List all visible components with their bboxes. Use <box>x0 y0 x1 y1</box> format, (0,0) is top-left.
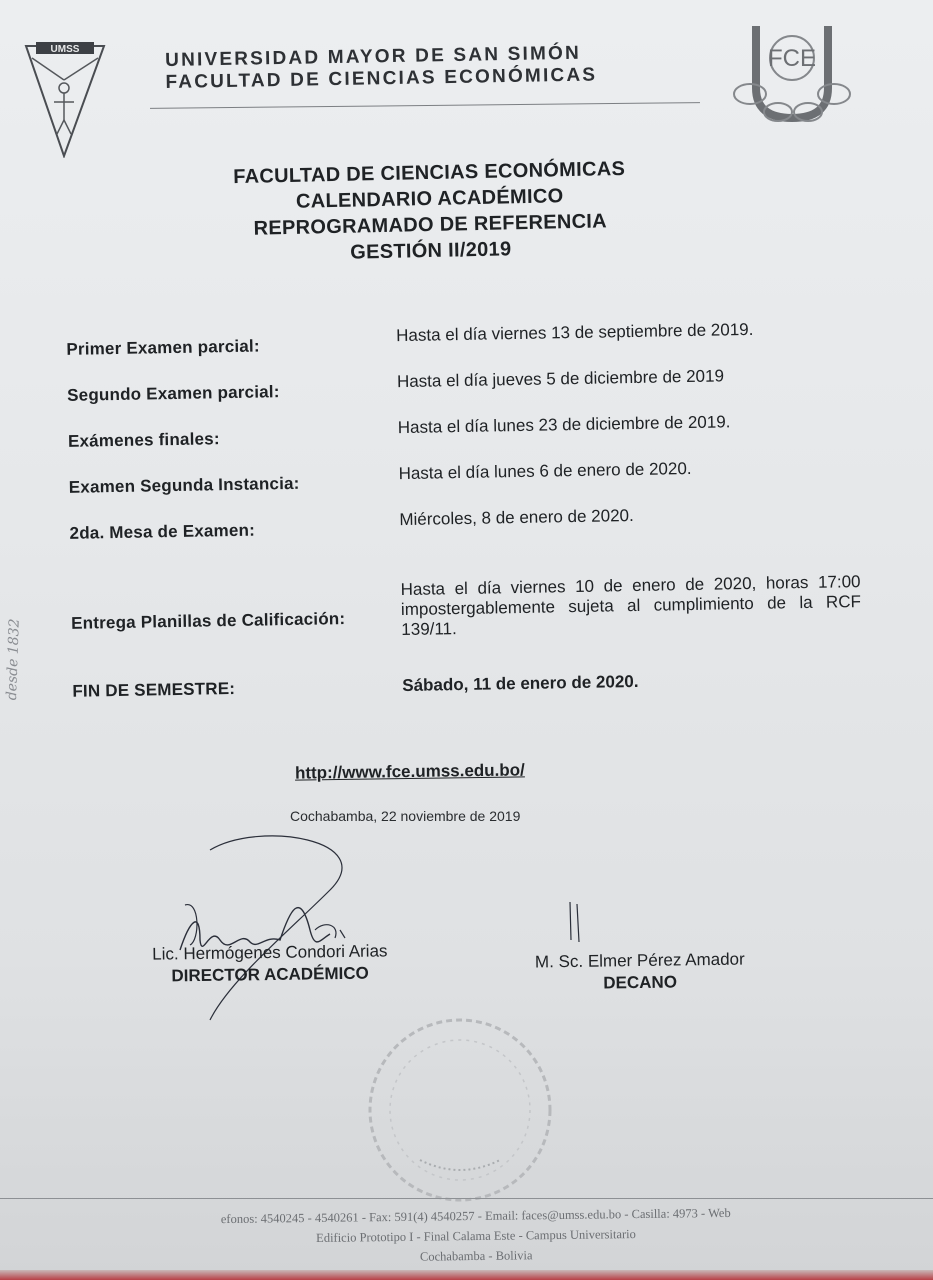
footer-contact: efonos: 4540245 - 4540261 - Fax: 591(4) 4540257 - Email: faces@umss.edu.bo - Casilla: 4973 - Web <box>220 1205 731 1227</box>
footer <box>0 1200 933 1272</box>
faculty-name: FACULTAD DE CIENCIAS ECONÓMICAS <box>165 64 598 93</box>
title-line-1: FACULTAD DE CIENCIAS ECONÓMICAS <box>233 157 626 189</box>
logo-left-text: UMSS <box>50 44 80 55</box>
schedule-row-fin-semestre <box>64 660 865 724</box>
schedule-value: Hasta el día viernes 13 de septiembre de 2019. <box>396 319 754 346</box>
schedule-value: Hasta el día lunes 6 de enero de 2020. <box>398 458 692 484</box>
signatory-name: M. Sc. Elmer Pérez Amador <box>534 949 745 972</box>
schedule-value: Miércoles, 8 de enero de 2020. <box>399 505 634 530</box>
seal-stamp-icon <box>360 1010 560 1210</box>
signatory-name: Lic. Hermógenes Condori Arias <box>152 941 388 964</box>
footer-address: Edificio Prototipo I - Final Calama Este - Campus Universitario <box>316 1227 636 1245</box>
schedule-label: Segundo Examen parcial: <box>67 382 280 405</box>
logo-right-text: FCE <box>768 45 816 72</box>
margin-note: desde 1832 <box>4 618 23 701</box>
schedule-label: Primer Examen parcial: <box>66 336 260 359</box>
schedule-label: Exámenes finales: <box>67 429 220 451</box>
university-header <box>165 41 686 94</box>
document-title <box>179 155 681 269</box>
schedule-label: Entrega Planillas de Calificación: <box>70 609 346 633</box>
signatory-dean <box>500 948 781 996</box>
schedule-value: Hasta el día viernes 10 de enero de 2020, horas 17:00 impostergablemente sujeta al cumplimiento de la RCF 139/11. <box>400 572 862 640</box>
schedule-label: 2da. Mesa de Examen: <box>69 520 256 543</box>
signatory-role: DECANO <box>603 972 678 993</box>
title-line-2: CALENDARIO ACADÉMICO <box>295 185 564 213</box>
fce-logo-icon <box>726 18 858 130</box>
footer-rule <box>0 1198 933 1199</box>
schedule-label: FIN DE SEMESTRE: <box>72 678 236 701</box>
university-name: UNIVERSIDAD MAYOR DE SAN SIMÓN <box>165 42 582 71</box>
signatory-role: DIRECTOR ACADÉMICO <box>171 963 369 986</box>
title-line-3: REPROGRAMADO DE REFERENCIA <box>253 210 608 240</box>
schedule-row-entrega-planillas <box>62 544 864 668</box>
place-date: Cochabamba, 22 noviembre de 2019 <box>290 808 521 824</box>
faculty-url-link[interactable]: http://www.fce.umss.edu.bo/ <box>294 760 525 783</box>
page-edge <box>0 1270 933 1280</box>
schedule-label: Examen Segunda Instancia: <box>68 473 300 497</box>
schedule-table <box>58 314 865 724</box>
signatory-director <box>110 940 431 988</box>
schedule-value: Hasta el día lunes 23 de diciembre de 2019. <box>397 412 731 438</box>
schedule-value: Hasta el día jueves 5 de diciembre de 2019 <box>396 366 725 392</box>
schedule-value: Sábado, 11 de enero de 2020. <box>402 671 639 696</box>
signature-1-icon <box>140 830 380 1030</box>
umss-logo-icon <box>24 40 106 158</box>
footer-city: Cochabamba - Bolivia <box>419 1248 533 1264</box>
header-rule <box>150 102 700 109</box>
title-line-4: GESTIÓN II/2019 <box>349 238 512 264</box>
